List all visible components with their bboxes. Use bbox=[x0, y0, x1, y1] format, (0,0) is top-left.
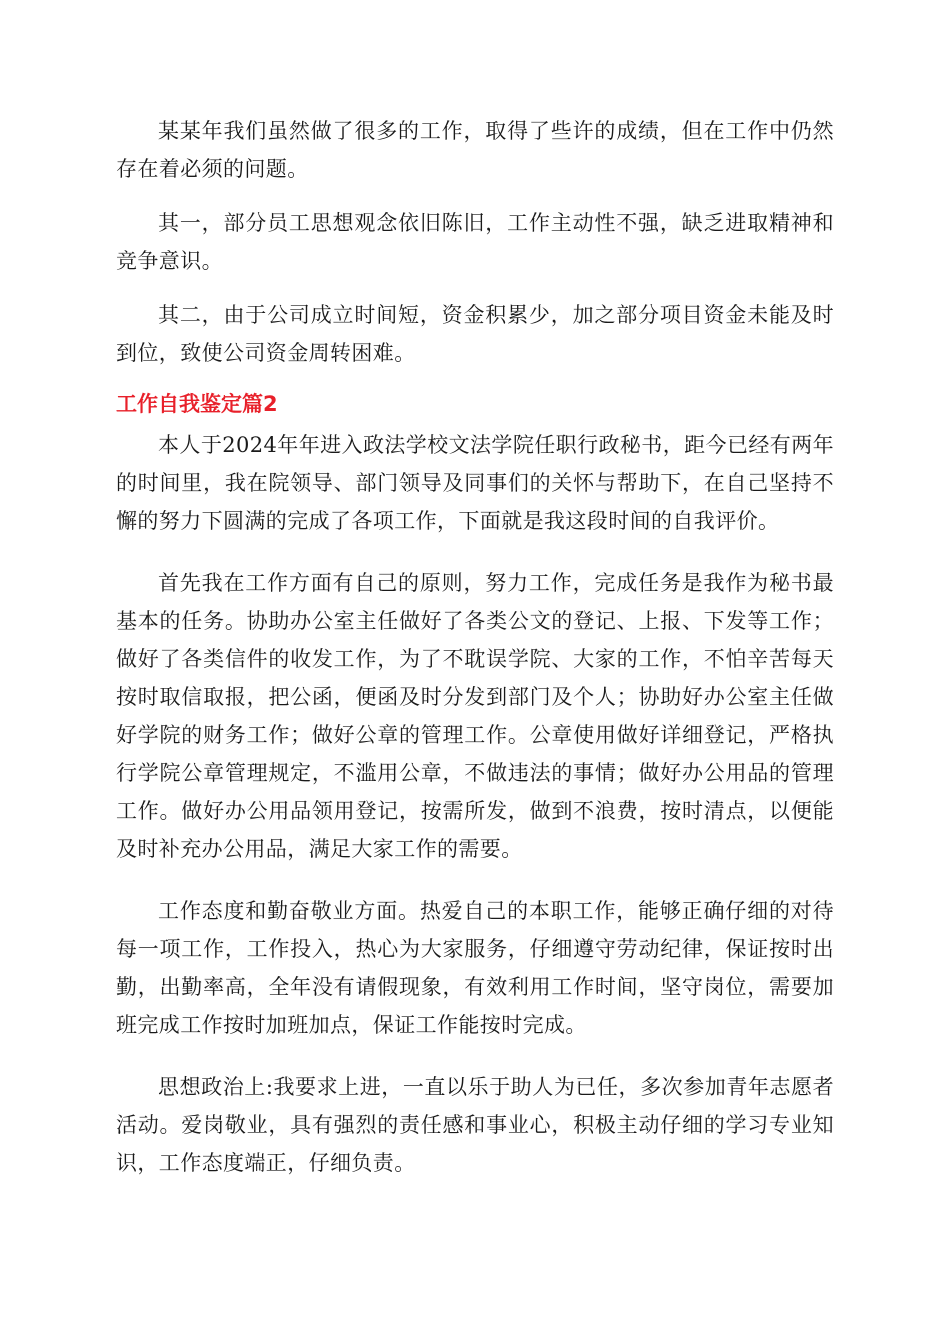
paragraph-political-thought: 思想政治上:我要求上进，一直以乐于助人为已任，多次参加青年志愿者活动。爱岗敬业，具有强烈的责任感和事业心，积极主动仔细的学习专业知识，工作态度端正，仔细负责。 bbox=[116, 1075, 834, 1175]
paragraph-work-principles: 首先我在工作方面有自己的原则，努力工作，完成任务是我作为秘书最基本的任务。协助办公室主任做好了各类公文的登记、上报、下发等工作；做好了各类信件的收发工作，为了不耽误学院、大家的工作，不怕辛苦每天按时取信取报，把公函，便函及时分发到部门及个人；协助好办公室主任做好学院的财务工作；做好公章的管理工作。公章使用做好详细登记，严格执行学院公章管理规定，不滥用公章，不做违法的事情；做好办公用品的管理工作。做好办公用品领用登记，按需所发，做到不浪费，按时清点，以便能及时补充办公用品，满足大家工作的需要。 bbox=[116, 571, 834, 861]
paragraph-work-attitude: 工作态度和勤奋敬业方面。热爱自己的本职工作，能够正确仔细的对待每一项工作，工作投入，热心为大家服务，仔细遵守劳动纪律，保证按时出勤，出勤率高，全年没有请假现象，有效利用工作时间，坚守岗位，需要加班完成工作按时加班加点，保证工作能按时完成。 bbox=[116, 899, 834, 1037]
section-title: 工作自我鉴定篇2 bbox=[116, 392, 278, 416]
paragraph-self-intro: 本人于2024年年进入政法学校文法学院任职行政秘书，距今已经有两年的时间里，我在院领导、部门领导及同事们的关怀与帮助下，在自己坚持不懈的努力下圆满的完成了各项工作，下面就是我这段时间的自我评价。 bbox=[116, 433, 834, 533]
paragraph-problem-one: 其一，部分员工思想观念依旧陈旧，工作主动性不强，缺乏进取精神和竞争意识。 bbox=[116, 211, 834, 273]
paragraph-problems-intro: 某某年我们虽然做了很多的工作，取得了些许的成绩，但在工作中仍然存在着必须的问题。 bbox=[116, 119, 834, 181]
document-page bbox=[116, 112, 834, 1182]
paragraph-problem-two: 其二，由于公司成立时间短，资金积累少，加之部分项目资金未能及时到位，致使公司资金周转困难。 bbox=[116, 303, 834, 365]
